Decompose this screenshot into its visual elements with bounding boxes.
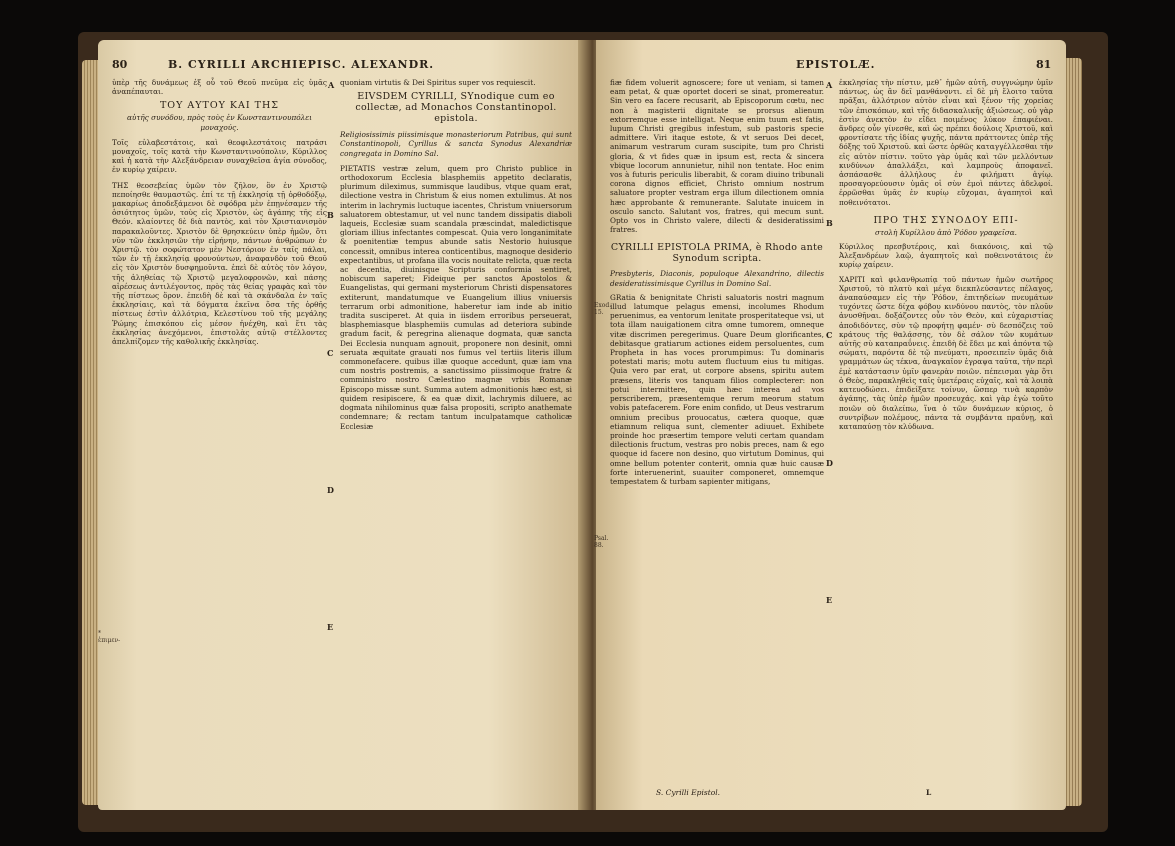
side-letter-a-left: A	[328, 80, 335, 90]
latin-column-right	[610, 78, 824, 798]
side-letter-d-right: D	[826, 458, 833, 468]
side-letter-b-right: B	[826, 218, 833, 228]
running-head-left: B. CYRILLI ARCHIEPISC. ALEXANDR.	[168, 58, 435, 71]
catchword: S. Cyrilli Epistol.	[656, 788, 721, 797]
greek-col-top: ἐκκλησίας τὴν πίστιν, μεθ᾽ ἡμῶν αὐτῆ, συγγνώμην ὑμῖν πάντως, ὡς ἂν δεῖ μανθάνοντι. εἰ δὲ μὴ ἔλοιτο ταῦτα πρᾶξαι, ἀλλότριον αὐτὸν εἶναι καὶ ξένον τῆς χορείας τῶν ἐπισκόπων, καὶ τῆς διδασκαλικῆς ἀξιώσεως. οὐ γὰρ ἐστὶν ἀνεκτὸν ἐν εἴδει ποιμένος λύκον ἐπαφιέναι. ἄνδρες οὖν γίνεσθε, καὶ ὡς πρέπει δούλοις Χριστοῦ, καὶ φροντίσατε τῆς ἰδίας ψυχῆς, πάντα πράττοντες ὑπὲρ τῆς δόξης τοῦ Χριστοῦ. καὶ ὥστε ὀρθῶς καταγγέλλεσθαι τὴν εἰς αὐτὸν πίστιν. τοῦτο γὰρ ὑμᾶς καὶ τῶν μελλόντων κινδύνων ἀπαλλάξει, καὶ λαμπροὺς ἀποφανεῖ. ἀσπάσασθε ἀλλήλους ἐν φιλήματι ἁγίῳ. προσαγορεύουσιν ὑμᾶς οἱ σὺν ἐμοὶ πάντες ἀδελφοί. ἐρρῶσθαι ὑμᾶς ἐν κυρίῳ εὔχομαι, ἀγαπητοὶ καὶ ποθεινότατοι.	[839, 78, 1053, 207]
greek-subtitle: αὐτῆς συνόδου, πρὸς τοὺς ἐν Κωνσταντινουπόλει μοναχούς.	[126, 113, 313, 132]
latin-col-top: fiæ fidem voluerit agnoscere; fore ut veniam, si tamen eam petat, & quæ oportet doceri se sinat, promereatur. Sin vero ea facere recusarit, ab Episcoporum cœtu, nec non à magisterii dignitate se prorsus alienum extorremque esse intelligat. Neque enim tuum est fatis, lupum Christi gregibus infestum, sub pastoris specie admittere. Viri itaque estote, & vt seruos Dei decet, animarum vestrarum curam suscipite, tum pro Christi gloria, & vt fides quæ in ipsum est, recta & sincera vbique locorum annunietur, nihil non tentate. Hoc enim vos à futuris periculis liberabit, & coram diuino tribunali corona dignos efficiet, Christo omnium nostrum saluatore propter vestram erga illum dilectionem omnia hæc approbante & remunerante. Salutate inuicem in osculo sancto. Salutant vos, fratres, qui mecum sunt. Opto vos in Christo valere, dilecti & desideratissimi fratres.	[610, 78, 824, 235]
margin-note-exod: Exod. 15.	[594, 302, 612, 316]
side-letter-e-right: E	[826, 595, 833, 605]
latin-title-2: CYRILLI EPISTOLA PRIMA, è Rhodo ante Synodum scripta.	[610, 242, 824, 265]
side-letter-d-left: D	[327, 485, 334, 495]
right-page	[596, 40, 1066, 810]
side-letter-e-left: E	[327, 622, 334, 632]
greek-body-2: ΧΑΡΙΤΙ καὶ φιλανθρωπίᾳ τοῦ πάντων ἡμῶν σωτῆρος Χριστοῦ, τὸ πλατὺ καὶ μέγα διεκπλεύσαντες πέλαγος, ἀναπαύσαμεν εἰς τὴν Ῥόδον, ἐπιτηδείων πνευμάτων τυχόντες ὥστε δίχα φόβου κινδύνου παντὸς, τὸν πλοῦν ἀνυσθῆναι. δοξάζοντες οὖν τὸν Θεὸν, καὶ εὐχαριστίας ἀποδιδόντες, σὺν τῷ προφήτῃ φαμέν· σὺ δεσπόζεις τοῦ κράτους τῆς θαλάσσης, τὸν δὲ σάλον τῶν κυμάτων αὐτῆς σὺ καταπραΰνεις. ἐπειδὴ δὲ ἔδει με καὶ ἀπόντα τῷ σώματι, παρόντα δὲ τῷ πνεύματι, προσειπεῖν ὑμᾶς διὰ γραμμάτων ὡς τέκνα, ἀναγκαῖον ἐγραψα ταῦτα, τὴν περὶ ἐμὲ κατάστασιν ὑμῖν φανερὰν ποιῶν. πέπεισμαι γὰρ ὅτι ὁ Θεὸς, παρακληθεὶς ταῖς ὑμετέραις εὐχαῖς, καὶ τὰ λοιπὰ κατευοδώσει. ἐπιδείξατε τοίνυν, ὥσπερ τινὰ καρπὸν ἀγάπης, τὰς ὑπὲρ ἡμῶν προσευχάς. καὶ γὰρ ἐγὼ τοῦτο ποιῶν οὐ διαλείπω, ἵνα ὁ τῶν δυνάμεων κύριος, ὁ συντρίβων πολέμους, πάντα τὰ συμβάντα πραΰνῃ, καὶ καταπαύσῃ τὸν κλύδωνα.	[839, 274, 1053, 431]
greek-title-2: ΠΡΟ ΤΗΣ ΣΥΝΟΔΟΥ ΕΠΙ-	[873, 214, 1019, 226]
side-letter-b-left: B	[327, 210, 334, 220]
latin-salutation-2: Presbyteris, Diaconis, populoque Alexandrino, dilectis desideratissimisque Cyrillus in Domino Sal.	[610, 269, 824, 288]
greek-title-2-sub: στολὴ Κυρίλλου ἀπὸ Ῥόδου γραφεῖσα.	[875, 227, 1017, 237]
side-letter-c-left: C	[327, 348, 334, 358]
left-page	[98, 40, 586, 810]
greek-column-right	[839, 78, 1053, 798]
latin-body-2: GRatia & benignitate Christi saluatoris nostri magnum illud latumque pelagus emensi, incolumes Rhodum peruenimus, ea ventorum lenitate prosperitateque vsi, ut tota illam nauigationem citra omne tumorem, omneque vitæ discrimen peregerimus. Quare Deum glorificantes, debitasque gratiarum actiones eidem persoluentes, cum Propheta in has voces prorumpimus: Tu dominaris potestati maris; motu autem fluctuum eius tu mitigas. Quia vero par erat, ut corpore absens, spiritu autem præsens, literis vos tanquam filios complecterer: non potui intermittere, quin hæc interea ad vos perscriberem, præsentemque rerum meorum statum vobis patefacerem. Fore enim confido, ut Deus vestrarum omnium precibus prouocatus, cætera quoque, quæ etiamnum reliqua sunt, clementer adiuuet. Exhibete proinde hoc præsertim tempore veluti certam quandam dilectionis fructum, vestras pro nobis preces, nam & ego quoque id facere non desino, quo virtutum Dominus, qui omne bellum potenter conterit, omnia quæ huic causæ forte interuenerint, suauiter componeret, omnemque tempestatem & turbam sapienter mitigans,	[610, 292, 824, 486]
side-letter-c-right: C	[826, 330, 833, 340]
signature-mark: L	[926, 788, 932, 797]
side-letter-a-right: A	[826, 80, 833, 90]
latin-title: EIVSDEM CYRILLI, SYnodique cum eo collectæ, ad Monachos Constantinopol. epistola.	[355, 91, 557, 125]
greek-column-left	[112, 78, 327, 798]
page-number-left: 80	[112, 58, 128, 71]
latin-body: PIETATIS vestræ zelum, quem pro Christo publice in orthodoxorum Ecclesia blasphemiis appetito declaratis, plurimum dileximus, summisque laudibus, vtque quam erat, dilectione vestra in Christum & eius nomen extulimus. At nos interim in lachrymis luctuque iacentes, Christum vniuersorum saluatorem obtestamur, ut vel nunc tandem dissipatis diaboli laqueis, Ecclesiæ suam scandala præscindat, maledictisque gloriam illius infectantes compescat. Quia vero longanimitate & poenitentiæ tempus abunde satis Nestorio huiusque concessit, omnibus interea conticentibus, magnoque desiderio expectantibus, ut profana illa vocis nouitate relicta, quæ recta ac decentia, diuinisque Scripturis conformia sentiret, nobiscum saperet; Fideique per sanctos Apostolos & Euangelistas, qui germani mysteriorum Christi dispensatores extiterunt, mandatumque ve Euangelium illius vniuersis terrarum orbi admonitione, haberetur iam inde ab initio tradita susciperet. At quia in iisdem erroribus perseuerat, blasphemiasque blasphemiis cumulas ad deteriora subinde gradum facit, & peregrina alienaque dogmata, quæ sancta Dei Ecclesia nunquam agnouit, proponere non desinit, omni seruata æquitate grauati nos fumus vel tertiis literis illum commonefacere. quibus illæ quoque accedunt, quæ iam vna cum nostris postremis, a sanctissimo piissimoque fratre & comministro nostro Cælestino magnæ vrbis Romanæ Episcopo missæ sunt. Summa autem admonitionis hæc est, si quidem resipiscere, & ea quæ dixit, lachrymis diluere, ac dogmata nihilominus quæ falsa propositi, scripto anathemate condemnare; & rectam tantum inculpatamque catholicæ Ecclesiæ	[340, 163, 572, 431]
latin-salutation: Religiosissimis piissimisque monasteriorum Patribus, qui sunt Constantinopoli, Cyrillus & sancta Synodus Alexandriæ congregata in Domino Sal.	[340, 130, 572, 158]
greek-salutation: Τοῖς εὐλαβεστάτοις, καὶ θεοφιλεστάτοις πατράσι μοναχοῖς, τοῖς κατὰ τὴν Κωνσταντινούπολιν, Κύριλλος καὶ ἡ κατὰ τὴν Αλεξάνδρειαν συναχθεῖσα ἁγία σύνοδος, ἐν κυρίῳ χαίρειν.	[112, 137, 327, 175]
greek-salutation-2: Κύριλλος πρεσβυτέροις, καὶ διακόνοις, καὶ τῷ Ἀλεξανδρέων λαῷ, ἀγαπητοῖς καὶ ποθεινοτάτοις ἐν κυρίῳ χαίρειν.	[839, 242, 1053, 270]
margin-note-psal: Psal. 88.	[594, 535, 609, 549]
greek-body: ΤΗΣ θεοσεβείας ὑμῶν τὸν ζῆλον, ὃν ἐν Χριστῷ πεποίησθε θαυμαστῶς. ἐπί τε τῇ ἐκκλησίᾳ τῇ ὀρθοδόξῳ, μακαρίως ἀποδεξάμενοι δὲ σφόδρα μὲν ἐπῃνέσαμεν τῆς ὁσιότητος ὑμῶν, τοὺς εἰς Χριστὸν, ὡς ἀγάπης τῆς εἰς Θεόν. κλαίοντες δὲ διὰ παντὸς, καὶ τὸν Χριστιανισμὸν παρακαλοῦντες. Χριστὸν δὲ θρησκεύειν ὑπὲρ ἡμῶν, ὅτι νῦν τῶν ἐκκλησιῶν τὴν εἰρήνην, πάντων ἀνθρώπων ἐν Χριστῷ. τὸν σοφώτατον μὲν Νεστόριον ἐν ταῖς πάλαι, τῶν ἐν τῇ ἐκκλησίᾳ φρονούντων, ἀναφανδὸν τοῦ Θεοῦ εἰς τὸν Χριστὸν δυσφημοῦντα. ἐπεὶ δὲ αὐτὸς τὸν λόγον, τῆς ἀληθείας τῷ Χριστῷ μεγαλοφρονῶν, καὶ πάσης αἱρέσεως ἀντιλέγοντος, πρὸς τὰς θείας γραφὰς καὶ τὸν τῆς πίστεως ὅρον. ἐπειδὴ δὲ καὶ τὰ σκάνδαλα ἐν ταῖς ἐκκλησίαις, καὶ τὰ δόγματα ἐκεῖνα ὅσα τῆς ὀρθῆς πίστεως ἐστὶν ἀλλότρια, Κελεστίνου τοῦ τῆς μεγάλης Ῥώμης ἐπισκόπου εἰς μέσον ἠνέχθη, καὶ ἔτι τὰς ἐκκλησίας ἀνεχόμενοι, ἐπιστολὰς αὐτῷ στέλλοντες ἀπελπίζομεν τῆς καθολικῆς ἐκκλησίας.	[112, 180, 327, 347]
greek-title: ΤΟΥ ΑΥΤΟΥ ΚΑΙ ΤΗΣ	[159, 100, 280, 112]
latin-intro: quoniam virtutis & Dei Spiritus super vos requiescit.	[340, 78, 536, 87]
running-head-right: EPISTOLÆ.	[796, 58, 876, 71]
latin-column-left	[340, 78, 572, 798]
greek-intro: ὑπὲρ τῆς δυνάμεως ἐξ οὗ τοῦ Θεοῦ πνεῦμα εἰς ὑμᾶς ἀναπέπαυται.	[112, 78, 327, 97]
page-edges-right	[1064, 58, 1082, 806]
page-number-right: 81	[1036, 58, 1052, 71]
margin-note-left: * ἐπιμεν-	[98, 630, 121, 644]
